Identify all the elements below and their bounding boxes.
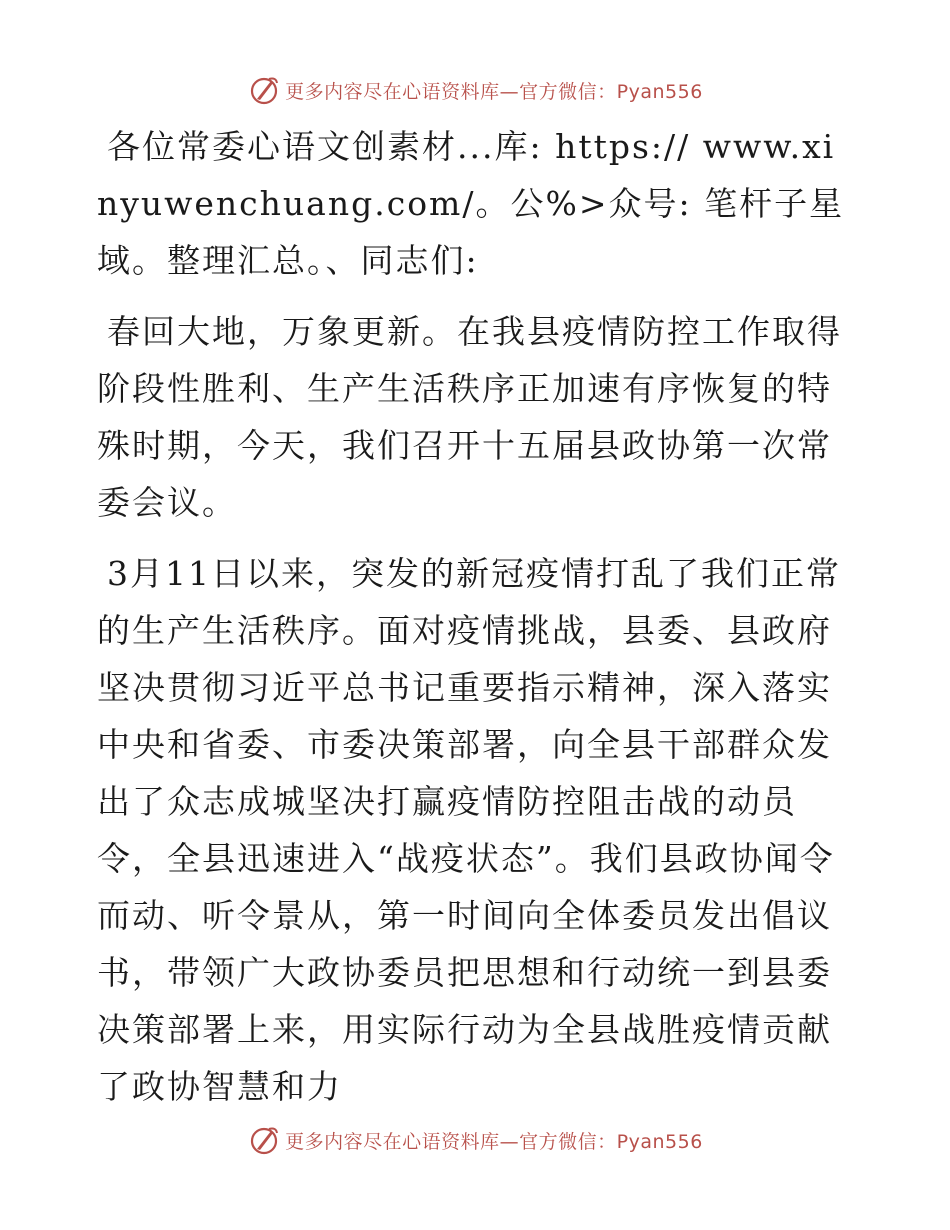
paragraph-1: 各位常委心语文创素材...库: https:// www.xinyuwenchuang.com/。公%>众号: 笔杆子星域。整理汇总。、同志们:: [97, 127, 845, 280]
paragraph-3: 3月11日以来，突发的新冠疫情打乱了我们正常的生产生活秩序。面对疫情挑战，县委、县政府坚决贯彻习近平总书记重要指示精神，深入落实中央和省委、市委决策部署，向全县干部群众发出了众志成城坚决打赢疫情防控阻击战的动员令，全县迅速进入“战疫状态”。我们县政协闻令而动、听令景从，第一时间向全体委员发出倡议书，带领广大政协委员把思想和行动统一到县委决策部署上来，用实际行动为全县战胜疫情贡献了政协智慧和力: [97, 554, 841, 1106]
watermark-text: 更多内容尽在心语资料库—官方微信：Pyan556: [285, 1130, 703, 1153]
document-body: [97, 118, 857, 1129]
header-watermark: [0, 70, 950, 110]
quill-logo-icon: [247, 1123, 281, 1157]
watermark-text: 更多内容尽在心语资料库—官方微信：Pyan556: [285, 80, 703, 103]
paragraph-2: 春回大地，万象更新。在我县疫情防控工作取得阶段性胜利、生产生活秩序正加速有序恢复的特殊时期，今天，我们召开十五届县政协第一次常委会议。: [97, 312, 842, 522]
footer-watermark: [0, 1120, 950, 1160]
quill-logo-icon: [247, 73, 281, 107]
